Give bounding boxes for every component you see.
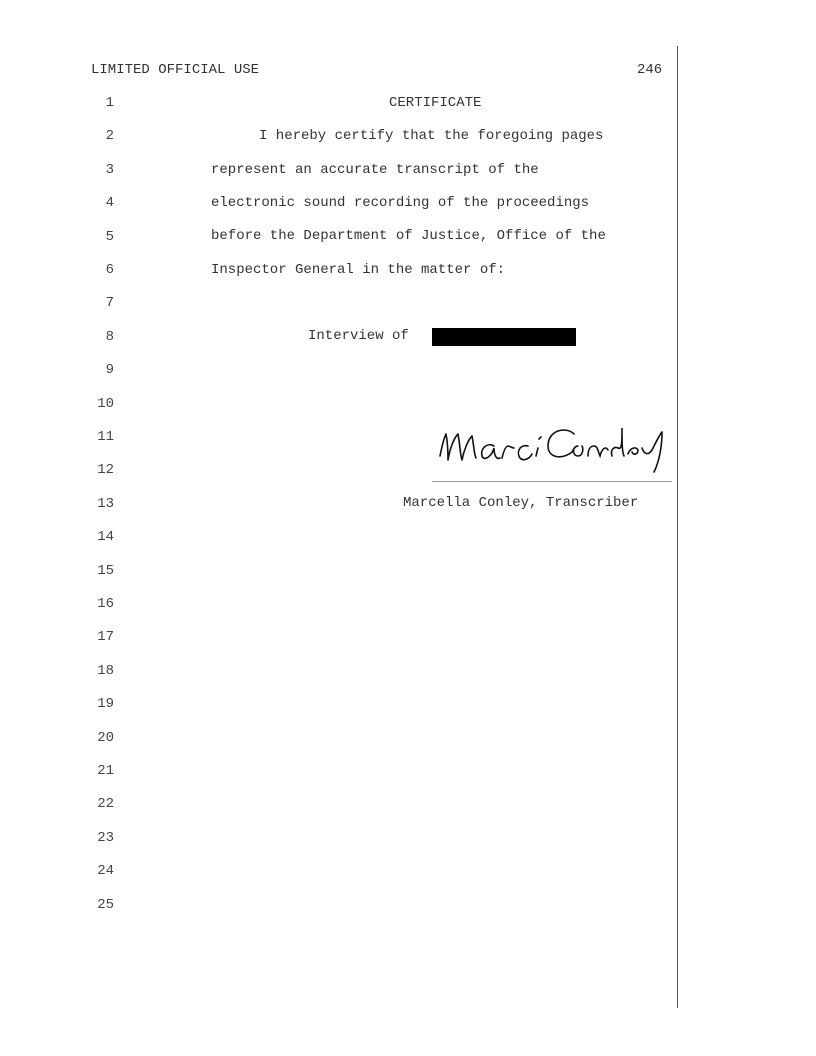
- line-number: 13: [97, 496, 114, 512]
- line-number: 7: [105, 295, 114, 311]
- line-number: 12: [97, 462, 114, 478]
- line-number: 15: [97, 563, 114, 579]
- signature-line: [432, 481, 672, 482]
- line-number: 2: [105, 128, 114, 144]
- handwritten-signature: [436, 420, 668, 476]
- line-number: 19: [97, 696, 114, 712]
- line-number: 11: [97, 429, 114, 445]
- certificate-line-5: Inspector General in the matter of:: [211, 262, 506, 278]
- line-number: 18: [97, 663, 114, 679]
- classification-header: LIMITED OFFICIAL USE: [91, 62, 260, 78]
- line-number: 14: [97, 529, 114, 545]
- line-number: 17: [97, 629, 114, 645]
- line-number: 10: [97, 396, 114, 412]
- line-number: 3: [105, 162, 114, 178]
- certificate-line-4: before the Department of Justice, Office of the: [211, 228, 606, 244]
- line-number: 23: [97, 830, 114, 846]
- line-number: 22: [97, 796, 114, 812]
- line-number: 9: [105, 362, 114, 378]
- page-number: 246: [637, 62, 663, 78]
- certificate-line-1: I hereby certify that the foregoing pages: [259, 128, 604, 144]
- line-number: 21: [97, 763, 114, 779]
- certificate-line-3: electronic sound recording of the proceedings: [211, 195, 590, 211]
- certificate-line-2: represent an accurate transcript of the: [211, 162, 539, 178]
- redaction-box: [432, 328, 576, 346]
- line-number: 20: [97, 730, 114, 746]
- line-number: 4: [105, 195, 114, 211]
- line-number: 24: [97, 863, 114, 879]
- right-margin-rule: [677, 46, 678, 1008]
- line-number: 16: [97, 596, 114, 612]
- line-number: 1: [105, 95, 114, 111]
- interview-label: Interview of: [308, 328, 409, 344]
- line-number: 25: [97, 897, 114, 913]
- line-number: 6: [105, 262, 114, 278]
- certificate-title: CERTIFICATE: [389, 95, 482, 111]
- line-number: 5: [105, 229, 114, 245]
- signer-name: Marcella Conley, Transcriber: [403, 495, 639, 511]
- line-number: 8: [105, 329, 114, 345]
